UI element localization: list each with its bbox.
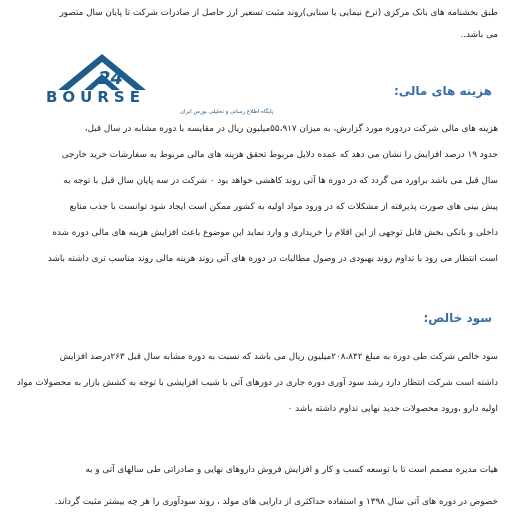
paragraph-line: حدود ۱۹ درصد افزایش را نشان می دهد که عمده دلایل مربوط تحقق هزینه های مالی مربوط به سفارشات خرید خارجی [61,150,498,160]
bourse-logo-graphic [40,50,274,116]
net-profit-paragraph [8,344,498,422]
paragraph-line: است انتظار می رود با تداوم روند بهبودی در وصول مطالبات در دوره های آتی روند هزینه مالی روند مناسب تری داشته باشد [47,254,498,264]
logo-caption: پایگاه اطلاع رسانی و تحلیلی بورس ایران [180,109,274,115]
intro-paragraph [8,2,498,46]
intro-line: می باشد.. [460,30,498,40]
paragraph-line: پیش بینی های صورت پذیرفته از مشکلات که در ورود مواد اولیه به کشور ممکن است ایجاد شود توانست با جذب منابع [69,202,498,212]
paragraph-line: هیات مدیره مصمم است تا با توسعه کسب و کار و افزایش فروش داروهای نهایی و صادراتی طی سالهای آتی و به [85,465,498,475]
paragraph-line: داخلی و بانکی بخش قابل توجهی از این اقلام را خریداری و وارد نماید این موضوع باعث افزایش هزینه های مالی دوره شده [52,228,498,238]
paragraph-line: سال قبل می باشد براورد می گردد که در دوره ها آتی روند کاهشی خواهد بود ۰ شرکت در سه پایان سال قبل با توجه به [63,176,498,186]
paragraph-line: داشته است شرکت انتظار دارد رشد سود آوری دوره جاری در دورهای آتی با شیب افزایشی با توجه به کشش بازار به محصولات مواد [16,378,498,388]
paragraph-line: سود خالص شرکت طی دوره به مبلغ ۲۰۸،۸۴۲میلیون ریال می باشد که نسبت به دوره مشابه سال قبل ۲۶۳درصد افزایش [59,352,498,362]
finance-costs-heading: هزینه های مالی: [393,84,492,98]
logo-word: BOURSE [46,88,145,106]
paragraph-line: خصوص در دوره های آتی سال ۱۳۹۸ و استفاده حداکثری از دارایی های مولد ، روند سودآوری را هر چه بیشتر مثبت گرداند. [54,497,498,507]
outlook-paragraph [8,454,498,518]
net-profit-heading: سود خالص: [423,311,492,325]
intro-line: طبق بخشنامه های بانک مرکزی (نرخ نیمایی یا سنایی)روند مثبت تسعیر ارز حاصل از صادرات شرکت تا پایان سال متصور [59,8,498,18]
bourse-logo [40,50,274,116]
logo-number: 24 [98,68,124,89]
paragraph-line: اولیه دارو ،ورود محصولات جدید نهایی تداوم داشته باشد ۰ [287,404,498,414]
paragraph-line: هزینه های مالی شرکت دردوره مورد گزارش، به میزان ۵۵،۹۱۷میلیون ریال در مقایسه با دوره مشابه در سال قبل، [84,124,498,134]
finance-costs-paragraph [8,116,498,272]
